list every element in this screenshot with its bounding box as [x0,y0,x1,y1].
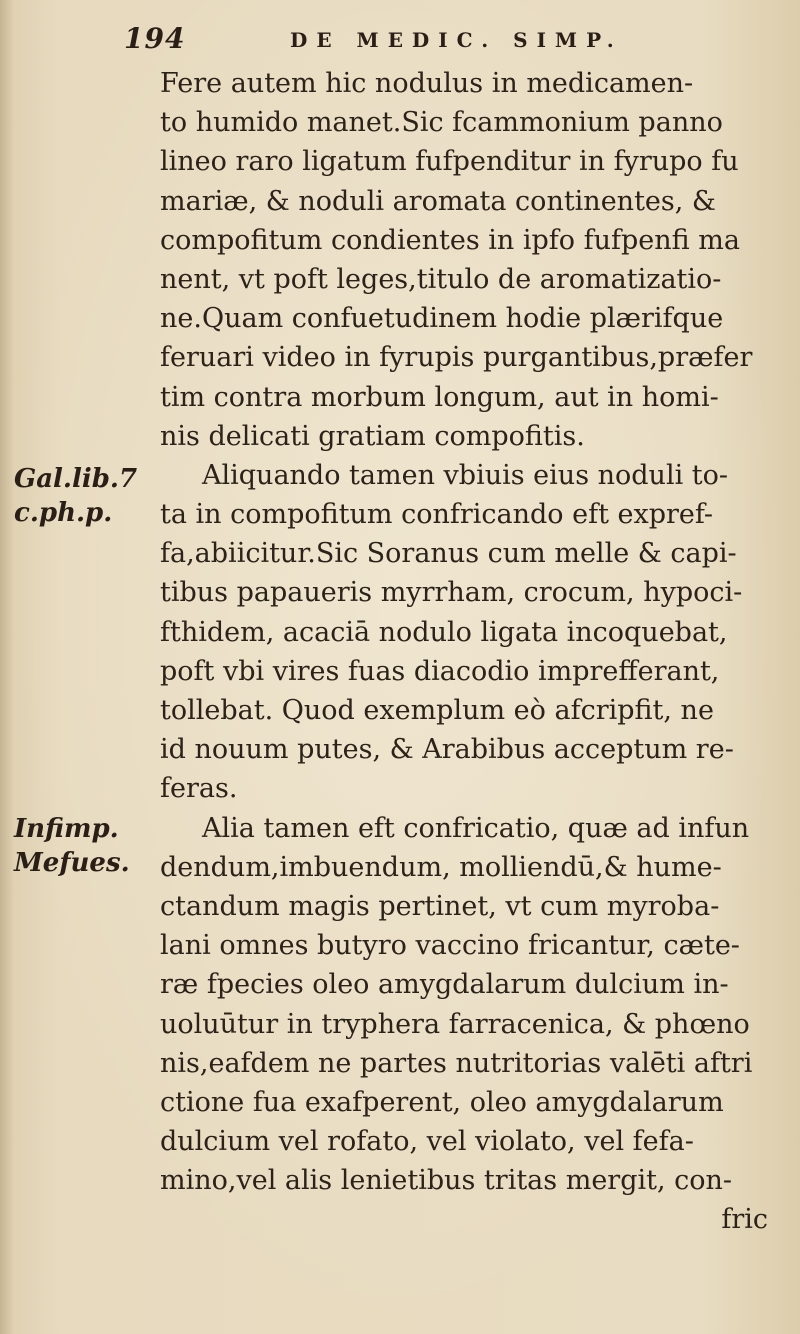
page-header [0,22,800,62]
text-line: uoluūtur in tryphera farracenica, & phœno [160,1008,750,1040]
text-line: mariæ, & noduli aromata continentes, & [160,185,716,217]
text-line: ctione fua exafperent, oleo amygdalarum [160,1086,724,1118]
text-line: lani omnes butyro vaccino fricantur, cæte- [160,930,740,962]
text-line: ne.Quam confuetudinem hodie plærifque [160,303,724,335]
text-line: Fere autem hic nodulus in medicamen- [160,68,694,99]
paragraph-start-line: Alia tamen eft confricatio, quæ ad infun [202,812,750,844]
main-text-block [160,64,772,1240]
text-line: nent, vt poft leges,titulo de aromatizatio- [160,263,722,295]
text-line: tim contra morbum longum, aut in homi- [160,381,719,413]
page-number: 194 [124,22,186,55]
text-line: tollebat. Quod exemplum eò afcripfit, ne [160,695,714,726]
marginal-note-line: Infimp. [14,814,119,844]
paragraph-start-line: Aliquando tamen vbiuis eius noduli to- [202,459,729,491]
text-line: ta in compofitum confricando eft expref- [160,499,714,531]
marginal-note-mesues [14,812,154,880]
text-line: nis delicati gratiam compofitis. [160,420,585,452]
marginal-note-line: Gal.lib.7 [14,464,138,494]
text-line: id nouum putes, & Arabibus acceptum re- [160,734,734,766]
text-line: feras. [160,773,238,805]
text-line: fthidem, acaciā nodulo ligata incoquebat, [160,616,728,648]
text-line: to humido manet.Sic fcammonium panno [160,107,723,139]
running-title: DE MEDIC. SIMP. [290,28,623,52]
text-line: poft vbi vires fuas diacodio imprefferant, [160,655,720,687]
marginal-note-galen [14,462,154,530]
text-line: fa,abiicitur.Sic Soranus cum melle & capi- [160,538,737,570]
text-line: compofitum condientes in ipfo fufpenfi ma [160,224,740,256]
catchword: fric [721,1204,768,1236]
page-gutter-shadow [0,0,14,1334]
text-line: tibus papaueris myrrham, crocum, hypoci- [160,577,743,609]
text-line: mino,vel alis lenietibus tritas mergit, con- [160,1165,733,1197]
text-line: ræ fpecies oleo amygdalarum dulcium in- [160,969,729,1001]
marginal-note-line: c.ph.p. [14,498,113,528]
text-line: dulcium vel rofato, vel violato, vel fefa- [160,1126,694,1158]
text-line: nis,eafdem ne partes nutritorias valēti aftri [160,1047,753,1079]
text-line: ctandum magis pertinet, vt cum myroba- [160,890,720,922]
marginal-note-line: Mefues. [14,848,130,878]
text-line: dendum,imbuendum, molliendū,& hume- [160,851,722,883]
text-line: lineo raro ligatum fufpenditur in fyrupo fu [160,146,739,178]
text-line: feruari video in fyrupis purgantibus,præfer [160,342,753,374]
